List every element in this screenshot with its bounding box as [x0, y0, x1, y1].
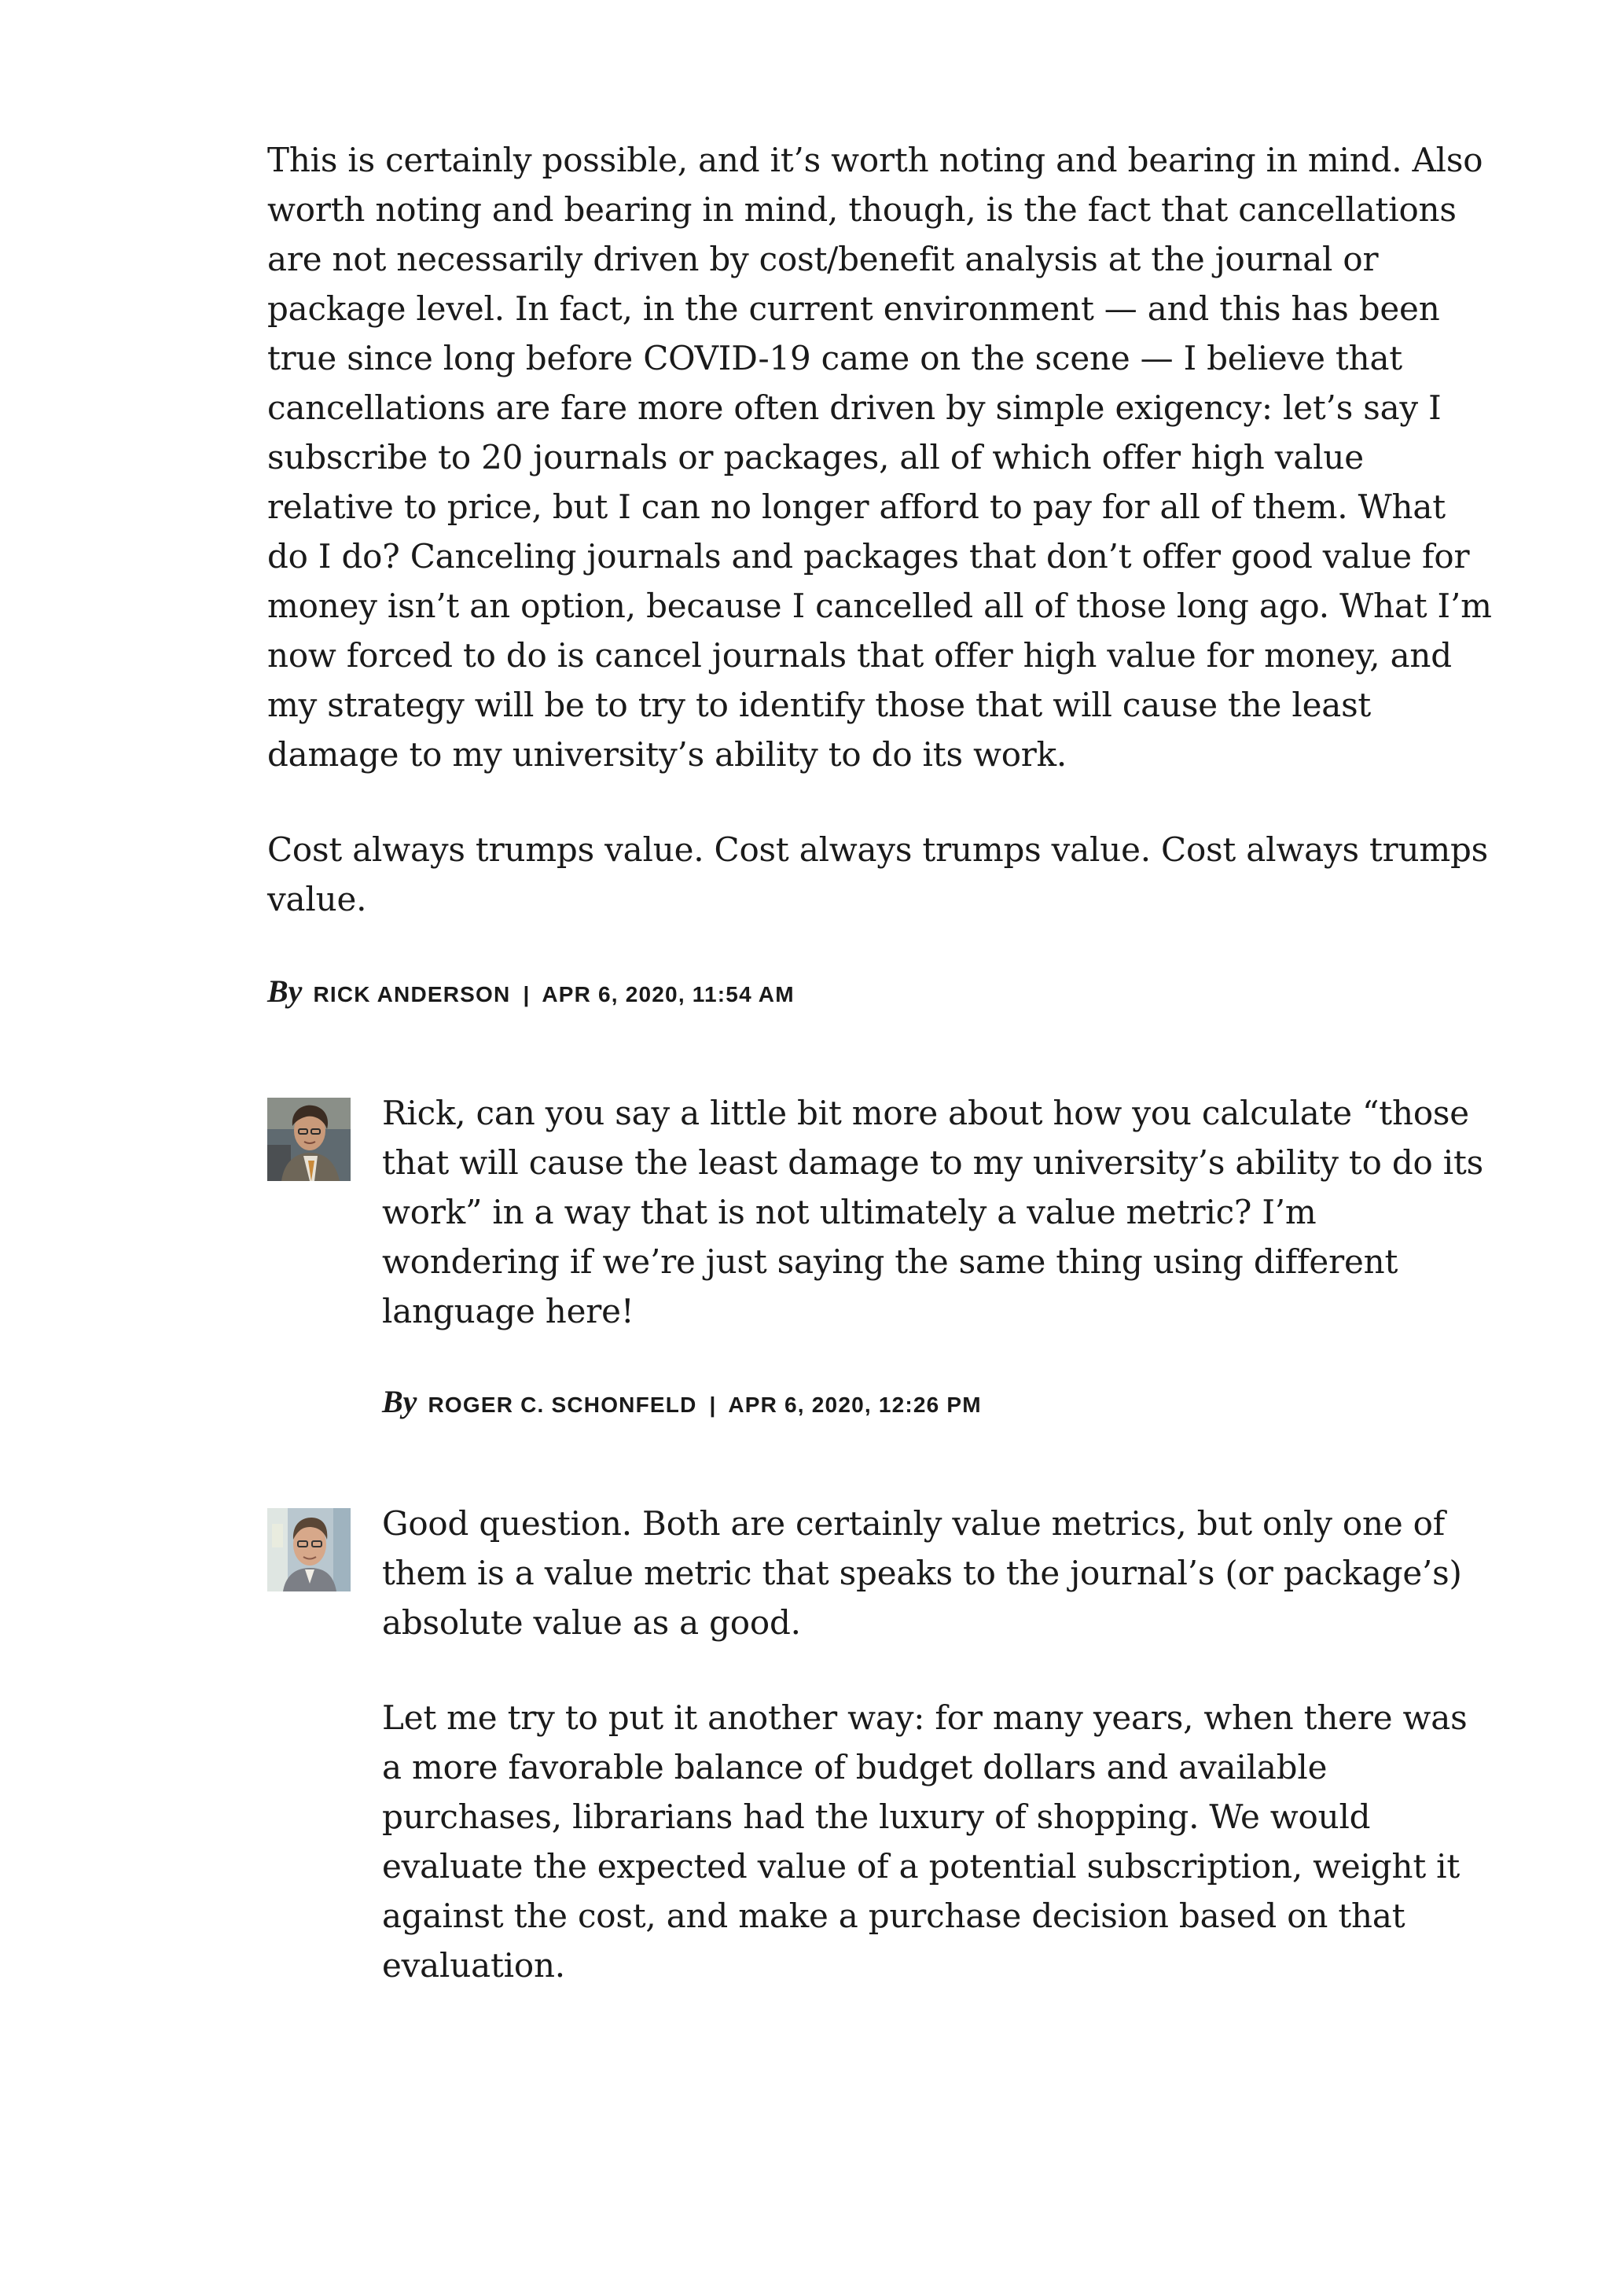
comment-paragraph: Cost always trumps value. Cost always trumps value. Cost always trumps value. — [267, 830, 1489, 918]
comment-rick-anderson — [267, 135, 1494, 1010]
reply-paragraph: Good question. Both are certainly value metrics, but only one of them is a value metric that speaks to the journal’s (or package’s) absolute value as a good. — [382, 1504, 1462, 1642]
byline-separator: | — [709, 1393, 716, 1417]
comments-column — [267, 135, 1494, 1990]
author-name-link[interactable]: RICK ANDERSON — [313, 982, 511, 1006]
avatar[interactable] — [267, 1508, 351, 1591]
comment-date-link[interactable]: APR 6, 2020, 11:54 AM — [542, 982, 795, 1006]
reply-byline — [382, 1383, 1494, 1420]
by-label: By — [382, 1384, 417, 1419]
byline-separator: | — [523, 982, 530, 1006]
author-name-link[interactable]: ROGER C. SCHONFELD — [428, 1393, 697, 1417]
reply-paragraph: Let me try to put it another way: for many years, when there was a more favorable balance of budget dollars and available purchases, librarians had the luxury of shopping. We would evaluate the expected value of a potential subscription, weight it against the cost, and make a purchase decision based on that evaluation. — [382, 1698, 1468, 1985]
avatar[interactable] — [267, 1098, 351, 1181]
reply-paragraph: Rick, can you say a little bit more about how you calculate “those that will cause the least damage to my university’s ability to do its work” in a way that is not ultimately a value metric? I’m wondering if we’re just saying the same thing using different language here! — [382, 1094, 1484, 1330]
reply-rick-anderson — [267, 1499, 1494, 1990]
avatar-photo-icon — [267, 1098, 351, 1181]
comment-paragraph: This is certainly possible, and it’s worth noting and bearing in mind. Also worth noting and bearing in mind, though, is the fact that cancellations are not necessarily driven by cost/benefit analysis at the journal or package level. In fact, in the current environment — and this has been true since long before COVID-19 came on the scene — I believe that cancellations are fare more often driven by simple exigency: let’s say I subscribe to 20 journals or packages, all of which offer high value relative to price, but I can no longer afford to pay for all of them. What do I do? Canceling journals and packages that don’t offer good value for money isn’t an option, because I cancelled all of those long ago. What I’m now forced to do is cancel journals that offer high value for money, and my strategy will be to try to identify those that will cause the least damage to my university’s ability to do its work. — [267, 141, 1492, 774]
comment-date-link[interactable]: APR 6, 2020, 12:26 PM — [728, 1393, 982, 1417]
avatar-photo-icon — [267, 1508, 351, 1591]
reply-roger-schonfeld — [267, 1088, 1494, 1420]
comment-byline — [267, 973, 1494, 1010]
by-label: By — [267, 973, 303, 1009]
